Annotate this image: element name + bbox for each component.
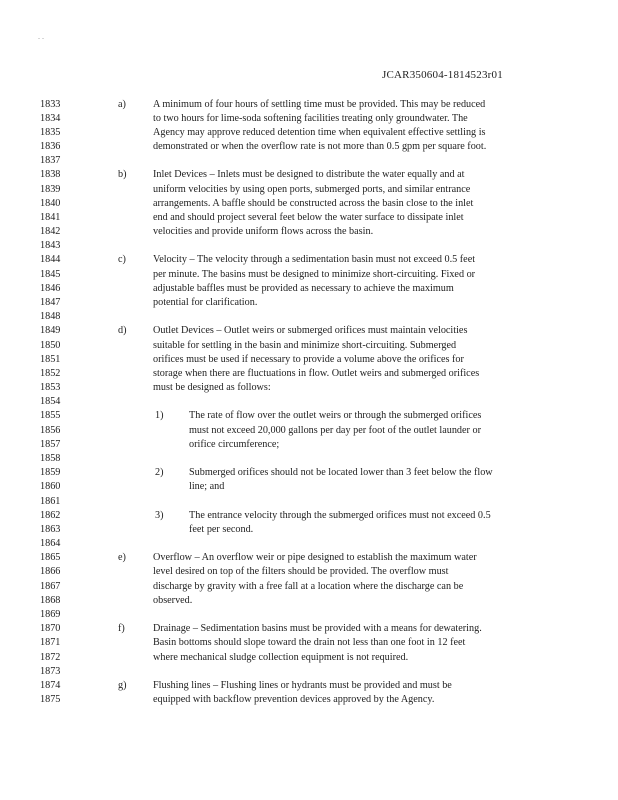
document-line	[0, 452, 618, 466]
line-number: 1871	[40, 637, 61, 649]
line-text: Overflow – An overflow weir or pipe designed to establish the maximum water	[153, 552, 477, 564]
line-number: 1874	[40, 679, 61, 691]
document-line	[0, 679, 618, 693]
section-label: e)	[118, 552, 126, 564]
line-number: 1853	[40, 382, 61, 394]
line-text: discharge by gravity with a free fall at a location where the discharge can be	[153, 580, 464, 592]
line-number: 1859	[40, 467, 61, 479]
document-line	[0, 565, 618, 579]
document-line	[0, 509, 618, 523]
section-label: a)	[118, 98, 126, 110]
line-text: Flushing lines – Flushing lines or hydrants must be provided and must be	[153, 679, 452, 691]
line-number: 1850	[40, 339, 61, 351]
document-line	[0, 154, 618, 168]
line-text: must not exceed 20,000 gallons per day per foot of the outlet launder or	[189, 424, 481, 436]
document-line	[0, 197, 618, 211]
line-text: end and should project several feet below the water surface to dissipate inlet	[153, 211, 464, 223]
line-text: line; and	[189, 481, 225, 493]
document-line	[0, 339, 618, 353]
document-line	[0, 594, 618, 608]
document-line	[0, 112, 618, 126]
line-number: 1860	[40, 481, 61, 493]
line-text: feet per second.	[189, 523, 254, 535]
document-line	[0, 381, 618, 395]
line-text: Outlet Devices – Outlet weirs or submerged orifices must maintain velocities	[153, 325, 468, 337]
line-text: must be designed as follows:	[153, 382, 271, 394]
document-line	[0, 636, 618, 650]
line-text: orifice circumference;	[189, 438, 280, 450]
document-line	[0, 324, 618, 338]
document-line	[0, 622, 618, 636]
line-number: 1836	[40, 141, 61, 153]
section-label: c)	[118, 254, 126, 266]
line-number: 1866	[40, 566, 61, 578]
document-line	[0, 310, 618, 324]
line-text: Submerged orifices should not be located lower than 3 feet below the flow	[189, 467, 493, 479]
line-text: observed.	[153, 594, 193, 606]
line-number: 1875	[40, 694, 61, 706]
line-number: 1872	[40, 651, 61, 663]
line-number: 1864	[40, 538, 61, 550]
document-line	[0, 353, 618, 367]
line-number: 1849	[40, 325, 61, 337]
line-number: 1835	[40, 126, 61, 138]
line-number: 1839	[40, 183, 61, 195]
section-label: d)	[118, 325, 127, 337]
subsection-label: 1)	[155, 410, 164, 422]
line-number: 1845	[40, 268, 61, 280]
line-number: 1854	[40, 396, 61, 408]
document-line	[0, 438, 618, 452]
document-line	[0, 296, 618, 310]
section-label: b)	[118, 169, 127, 181]
scan-specks: . .	[38, 32, 44, 41]
subsection-label: 3)	[155, 509, 164, 521]
document-line	[0, 168, 618, 182]
line-number: 1865	[40, 552, 61, 564]
document-line	[0, 395, 618, 409]
document-line	[0, 580, 618, 594]
line-number: 1851	[40, 353, 61, 365]
line-number: 1873	[40, 665, 61, 677]
document-line	[0, 98, 618, 112]
line-text: where mechanical sludge collection equipment is not required.	[153, 651, 409, 663]
document-line	[0, 665, 618, 679]
line-number: 1858	[40, 453, 61, 464]
document-line	[0, 211, 618, 225]
document-line	[0, 466, 618, 480]
document-line	[0, 608, 618, 622]
document-line	[0, 480, 618, 494]
document-line	[0, 367, 618, 381]
line-number: 1844	[40, 254, 61, 266]
line-number: 1861	[40, 495, 61, 507]
line-number: 1846	[40, 282, 61, 294]
line-text: equipped with backflow prevention devices approved by the Agency.	[153, 694, 435, 706]
subsection-label: 2)	[155, 467, 164, 479]
line-text: The entrance velocity through the submerged orifices must not exceed 0.5	[189, 509, 491, 521]
line-text: A minimum of four hours of settling time must be provided. This may be reduced	[153, 98, 486, 110]
line-text: uniform velocities by using open ports, submerged ports, and similar entrance	[153, 183, 471, 195]
line-number: 1847	[40, 297, 61, 309]
line-number: 1863	[40, 523, 61, 535]
document-line	[0, 495, 618, 509]
document-line	[0, 537, 618, 551]
line-text: storage when there are fluctuations in flow. Outlet weirs and submerged orifices	[153, 367, 480, 379]
document-line	[0, 409, 618, 423]
line-text: arrangements. A baffle should be constructed across the basin close to the inlet	[153, 197, 474, 209]
line-text: The rate of flow over the outlet weirs or through the submerged orifices	[189, 410, 482, 422]
line-number: 1840	[40, 197, 61, 209]
line-number: 1869	[40, 608, 61, 620]
line-number: 1856	[40, 424, 61, 436]
document-line	[0, 126, 618, 140]
document-line	[0, 268, 618, 282]
line-number: 1834	[40, 112, 61, 124]
document-line	[0, 140, 618, 154]
section-label: f)	[118, 623, 125, 635]
line-text: Drainage – Sedimentation basins must be provided with a means for dewatering.	[153, 623, 482, 635]
document-line	[0, 693, 618, 707]
line-number: 1867	[40, 580, 61, 592]
section-label: g)	[118, 679, 127, 691]
line-number: 1842	[40, 226, 61, 238]
document-line	[0, 651, 618, 665]
document-line	[0, 424, 618, 438]
line-text: orifices must be used if necessary to provide a volume above the orifices for	[153, 353, 464, 365]
line-text: suitable for settling in the basin and minimize short-circuiting. Submerged	[153, 339, 457, 351]
document-line	[0, 551, 618, 565]
document-line	[0, 225, 618, 239]
document-line	[0, 239, 618, 253]
line-number: 1870	[40, 623, 61, 635]
line-number: 1868	[40, 594, 61, 606]
line-text: demonstrated or when the overflow rate is not more than 0.5 gpm per square foot.	[153, 141, 487, 153]
line-text: Velocity – The velocity through a sedimentation basin must not exceed 0.5 feet	[153, 254, 476, 266]
document-line	[0, 253, 618, 267]
line-text: Basin bottoms should slope toward the drain not less than one foot in 12 feet	[153, 637, 466, 649]
line-number: 1837	[40, 155, 61, 167]
line-text: adjustable baffles must be provided as necessary to achieve the maximum	[153, 282, 454, 294]
line-text: level desired on top of the filters should be provided. The overflow must	[153, 566, 449, 578]
line-number: 1855	[40, 410, 61, 422]
line-number: 1862	[40, 509, 61, 521]
line-number: 1843	[40, 240, 61, 252]
line-number: 1848	[40, 311, 61, 323]
line-text: to two hours for lime-soda softening facilities treating only groundwater. The	[153, 112, 468, 124]
line-number: 1838	[40, 169, 61, 181]
line-number: 1833	[40, 98, 61, 110]
line-text: potential for clarification.	[153, 297, 258, 309]
line-number: 1841	[40, 211, 61, 223]
line-number: 1857	[40, 438, 61, 450]
line-text: Agency may approve reduced detention time when equivalent effective settling is	[153, 126, 486, 138]
document-line	[0, 523, 618, 537]
line-number: 1852	[40, 367, 61, 379]
document-line	[0, 282, 618, 296]
line-text: Inlet Devices – Inlets must be designed to distribute the water equally and at	[153, 169, 465, 181]
document-line	[0, 183, 618, 197]
document-id: JCAR350604-1814523r01	[382, 69, 503, 81]
line-text: velocities and provide uniform flows across the basin.	[153, 226, 374, 238]
line-text: per minute. The basins must be designed to minimize short-circuiting. Fixed or	[153, 268, 476, 280]
